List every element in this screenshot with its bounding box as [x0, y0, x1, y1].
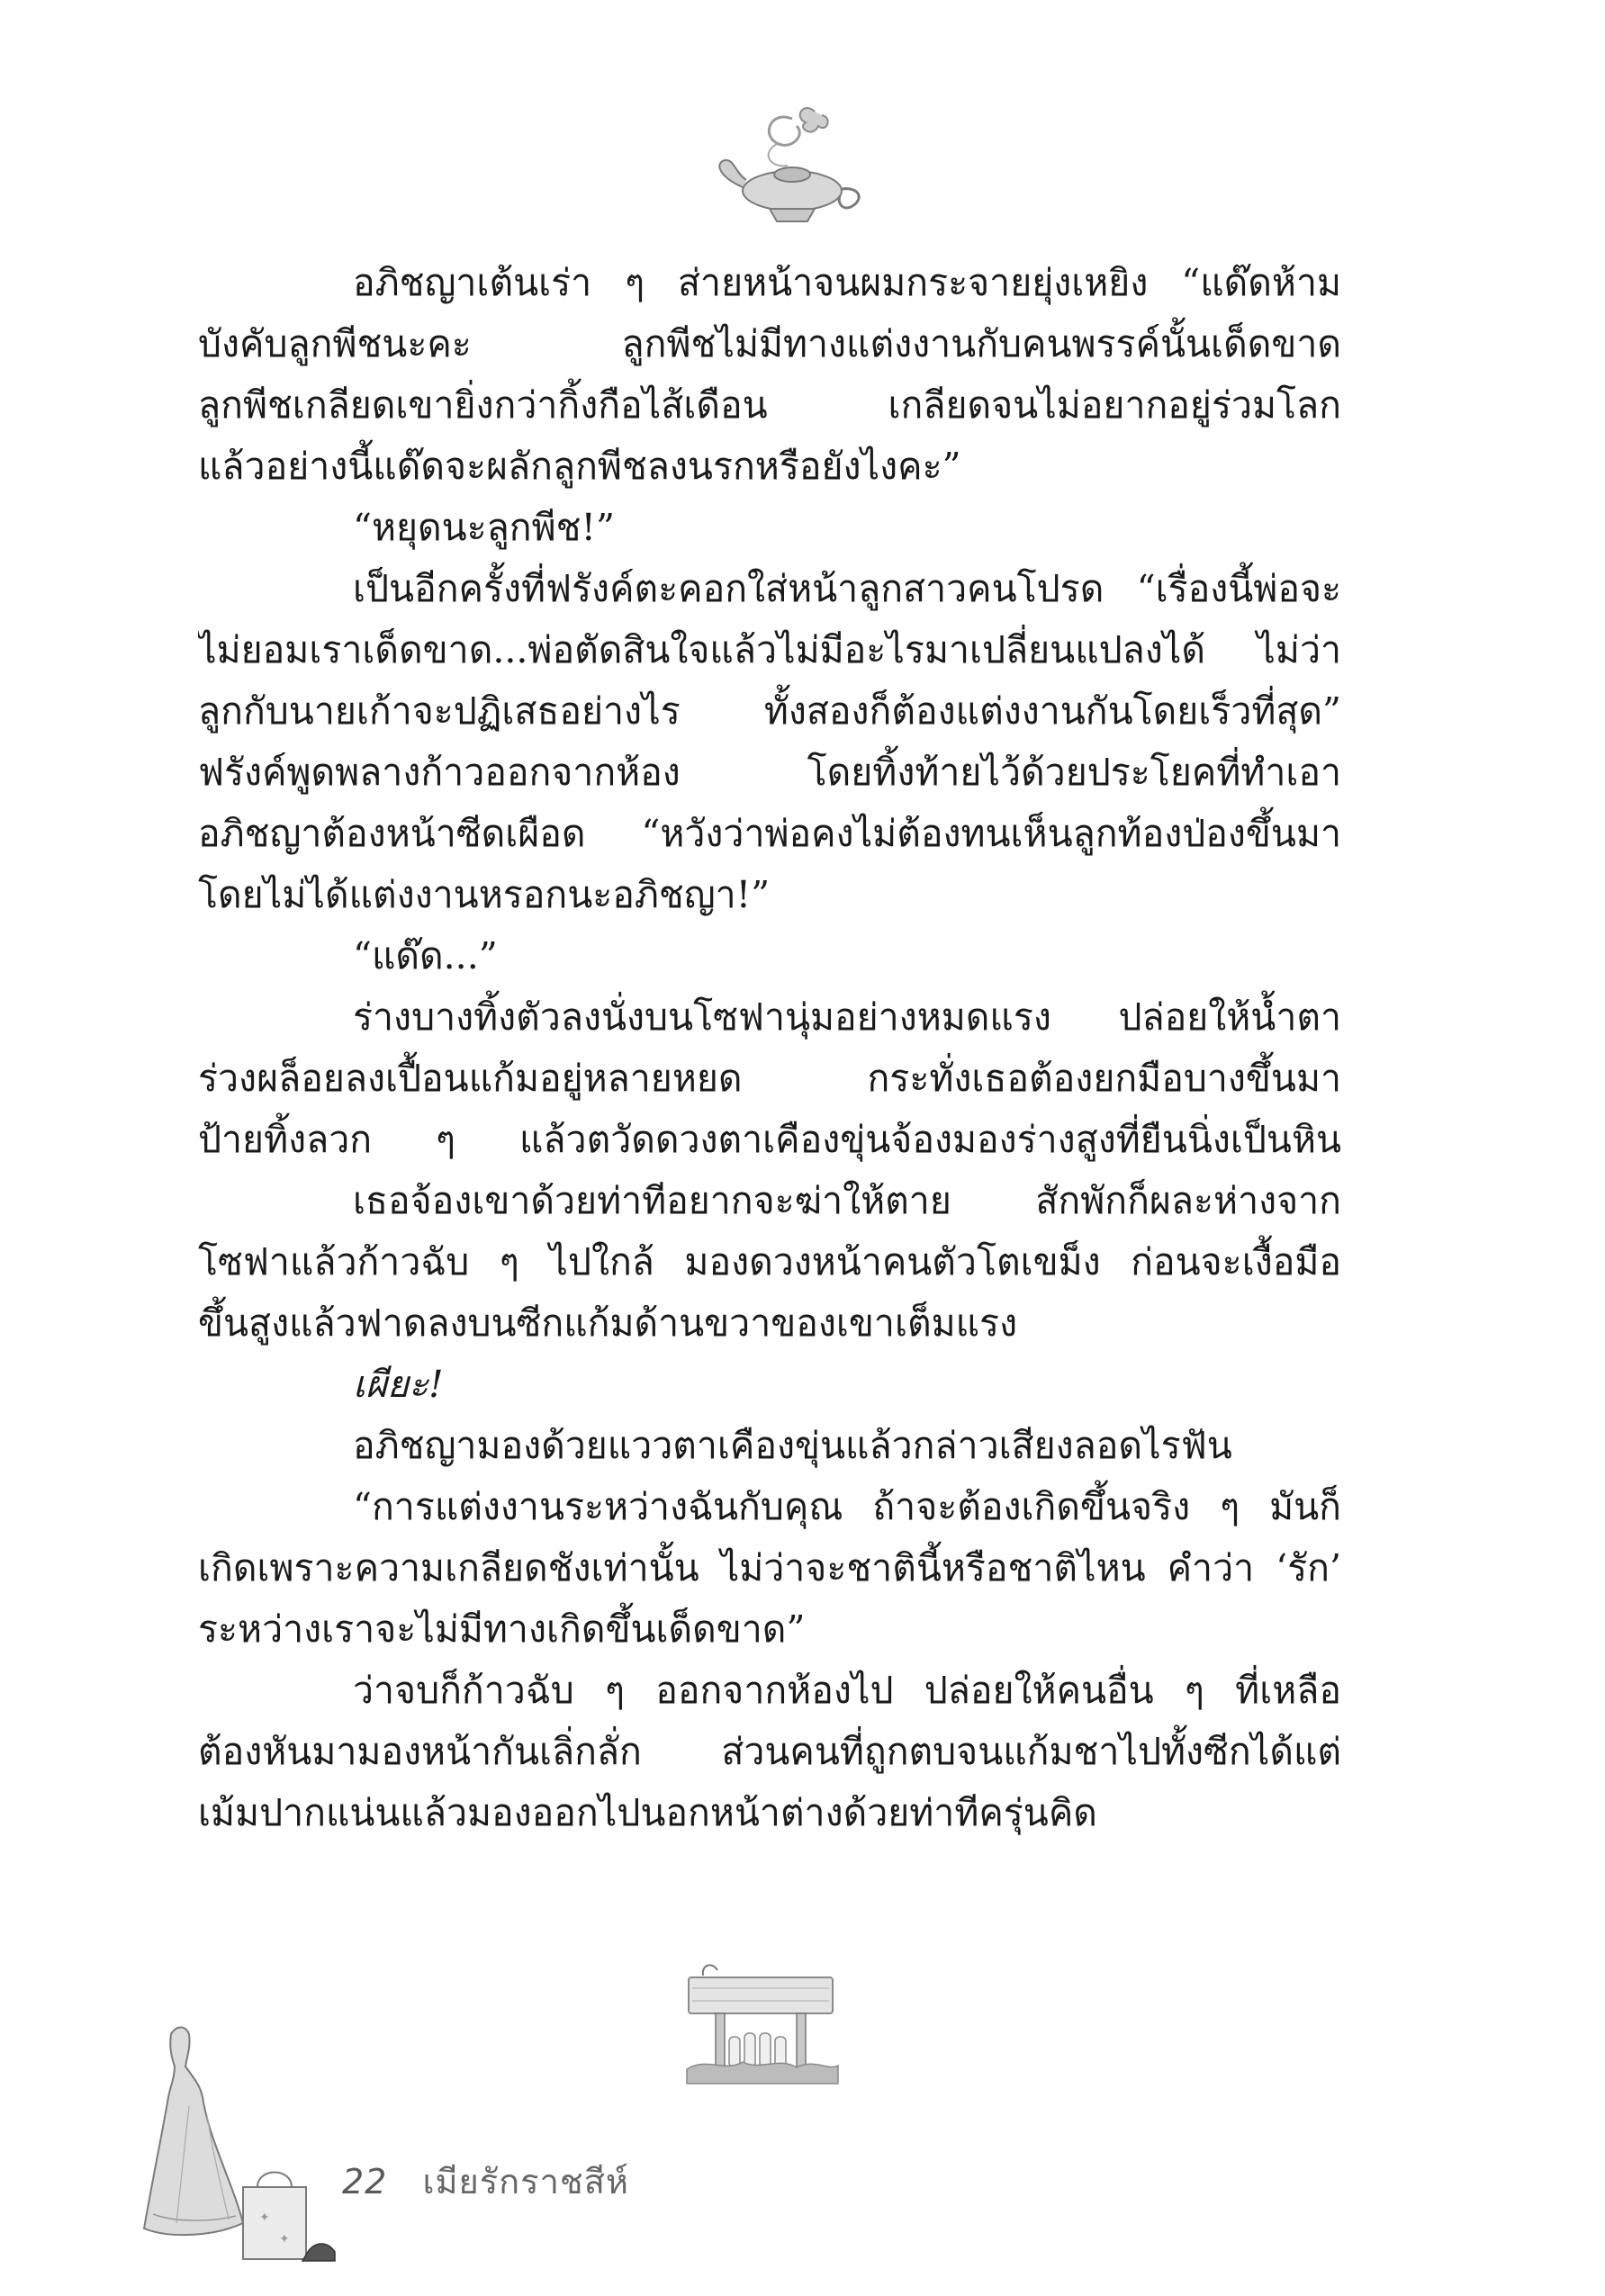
- book-title: เมียรักราชสีห์: [422, 2162, 629, 2201]
- text-line: ฟรังค์พูดพลางก้าวออกจากห้อง โดยทิ้งท้ายไว้ด้วยประโยคที่ทำเอา: [198, 751, 1341, 794]
- text-line: ขึ้นสูงแล้วฟาดลงบนซีกแก้มด้านขวาของเขาเต็มแรง: [198, 1301, 1018, 1345]
- text-line: ระหว่างเราจะไม่มีทางเกิดขึ้นเด็ดขาด”: [198, 1607, 806, 1651]
- text-line: เผียะ!: [353, 1363, 444, 1406]
- text-line: บังคับลูกพีชนะคะ ลูกพีชไม่มีทางแต่งงานกับคนพรรค์นั้นเด็ดขาด: [198, 322, 1341, 365]
- svg-text:✦: ✦: [259, 2210, 270, 2225]
- text-line: “หยุดนะลูกพีช!”: [353, 506, 615, 549]
- text-line: ร่างบางทิ้งตัวลงนั่งบนโซฟานุ่มอย่างหมดแรง ปล่อยให้น้ำตา: [353, 995, 1341, 1039]
- dress-and-shopping-bag-icon: [135, 2016, 342, 2277]
- svg-text:✦: ✦: [279, 2232, 290, 2246]
- text-line: อภิชญาต้องหน้าซีดเผือด “หวังว่าพ่อคงไม่ต้องทนเห็นลูกท้องป่องขึ้นมา: [198, 812, 1341, 855]
- wooden-signpost-icon: [680, 1958, 842, 2093]
- text-line: โดยไม่ได้แต่งงานหรอกนะอภิชญา!”: [198, 873, 771, 916]
- page-footer: [342, 2154, 629, 2199]
- text-line: “แด๊ด...”: [353, 934, 498, 977]
- text-line: โซฟาแล้วก้าวฉับ ๆ ไปใกล้ มองดวงหน้าคนตัวโตเขม็ง ก่อนจะเงื้อมือ: [198, 1240, 1341, 1283]
- text-line: ลูกพีชเกลียดเขายิ่งกว่ากิ้งกือไส้เดือน เกลียดจนไม่อยากอยู่ร่วมโลก: [198, 383, 1341, 427]
- text-line: อภิชญาเต้นเร่า ๆ ส่ายหน้าจนผมกระจายยุ่งเหยิง “แด๊ดห้าม: [353, 261, 1341, 304]
- text-line: เธอจ้องเขาด้วยท่าทีอยากจะฆ่าให้ตาย สักพักก็ผละห่างจาก: [353, 1179, 1341, 1222]
- text-line: แล้วอย่างนี้แด๊ดจะผลักลูกพีชลงนรกหรือยังไงคะ”: [198, 445, 961, 488]
- text-line: ลูกกับนายเก้าจะปฏิเสธอย่างไร ทั้งสองก็ต้องแต่งงานกันโดยเร็วที่สุด”: [198, 689, 1341, 733]
- text-line: เป็นอีกครั้งที่ฟรังค์ตะคอกใส่หน้าลูกสาวคนโปรด “เรื่องนี้พ่อจะ: [353, 567, 1341, 610]
- text-line: ร่วงผล็อยลงเปื้อนแก้มอยู่หลายหยด กระทั่งเธอต้องยกมือบางขึ้นมา: [198, 1057, 1341, 1100]
- text-line: ว่าจบก็ก้าวฉับ ๆ ออกจากห้องไป ปล่อยให้คนอื่น ๆ ที่เหลือ: [353, 1669, 1341, 1712]
- text-line: ป้ายทิ้งลวก ๆ แล้วตวัดดวงตาเคืองขุ่นจ้องมองร่างสูงที่ยืนนิ่งเป็นหิน: [198, 1118, 1341, 1161]
- text-line: เม้มปากแน่นแล้วมองออกไปนอกหน้าต่างด้วยท่าทีครุ่นคิด: [198, 1791, 1097, 1834]
- text-line: “การแต่งงานระหว่างฉันกับคุณ ถ้าจะต้องเกิดขึ้นจริง ๆ มันก็: [353, 1485, 1341, 1528]
- body-text: [198, 252, 1341, 1843]
- magic-lamp-icon: [707, 101, 869, 236]
- page-number: 22: [342, 2162, 388, 2201]
- text-line: ไม่ยอมเราเด็ดขาด...พ่อตัดสินใจแล้วไม่มีอะไรมาเปลี่ยนแปลงได้ ไม่ว่า: [198, 628, 1341, 671]
- text-line: เกิดเพราะความเกลียดชังเท่านั้น ไม่ว่าจะชาตินี้หรือชาติไหน คำว่า ‘รัก’: [198, 1546, 1341, 1589]
- text-line: อภิชญามองด้วยแววตาเคืองขุ่นแล้วกล่าวเสียงลอดไรฟัน: [353, 1424, 1232, 1467]
- text-line: ต้องหันมามองหน้ากันเลิ่กลั่ก ส่วนคนที่ถูกตบจนแก้มชาไปทั้งซีกได้แต่: [198, 1730, 1341, 1773]
